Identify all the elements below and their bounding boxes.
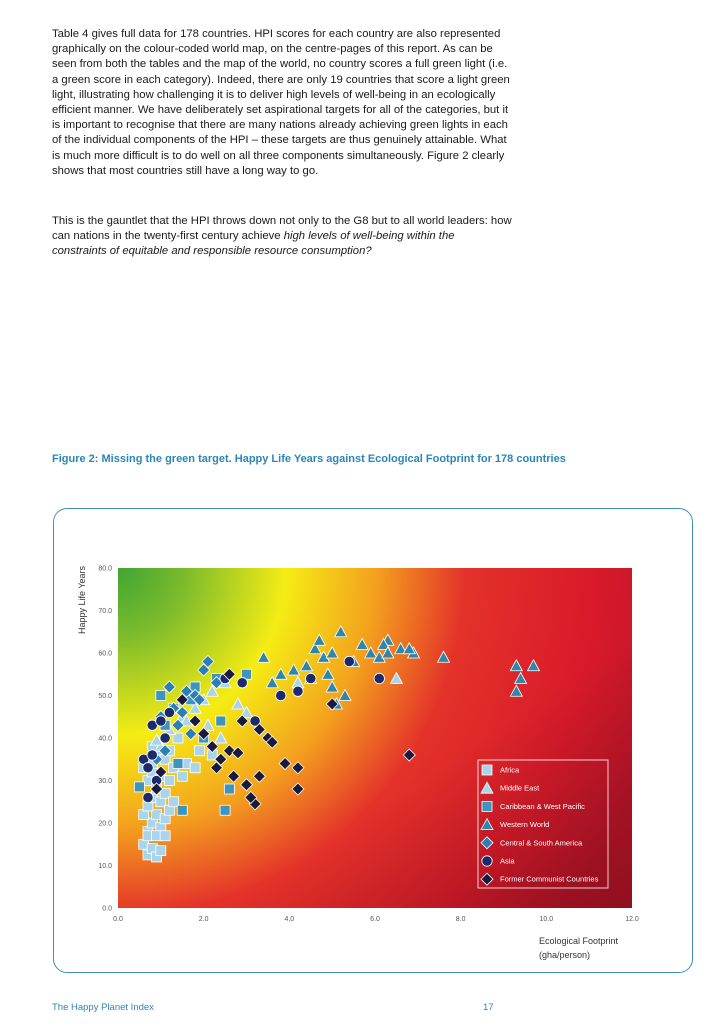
x-tick-label: 2.0	[198, 916, 209, 923]
x-tick-label: 12.0	[625, 916, 639, 923]
point-caribbean-west-pacific	[224, 784, 234, 794]
point-asia	[143, 792, 153, 802]
point-caribbean-west-pacific	[173, 759, 183, 769]
body-paragraph-2-plain: This is the gauntlet that the HPI throws down not only to the G8 but to all world leaders: how can nations in the twenty-first century achieve	[52, 215, 512, 243]
point-asia	[164, 707, 174, 717]
point-africa	[160, 831, 170, 841]
y-tick-label: 60.0	[98, 650, 112, 658]
point-caribbean-west-pacific	[220, 805, 230, 815]
y-tick-label: 10.0	[98, 863, 112, 870]
legend-label-former-communist-countries: Former Communist Countries	[500, 874, 599, 884]
point-asia	[143, 763, 153, 773]
x-axis-label-line2: (gha/person)	[539, 950, 591, 960]
y-tick-label: 50.0	[98, 693, 112, 700]
legend-marker-asia	[482, 856, 492, 866]
x-tick-label: 8.0	[455, 916, 466, 923]
point-africa	[164, 776, 174, 786]
y-tick-label: 0.0	[102, 905, 112, 913]
point-africa	[194, 746, 204, 756]
legend-label-africa: Africa	[500, 765, 520, 775]
point-africa	[156, 846, 166, 856]
body-paragraph-1-text: Table 4 gives full data for 178 countries. HPI scores for each country are also represented graphically on the colour-coded world map, on the centre-pages of this report. As can be seen from both the tables and the map of the world, no country scores a full green light (i.e. a green score in each category). Indeed, there are only 19 countries that score a light green light, illustrating how challenging it is to deliver high levels of well-being in an ecologically efficient manner. We have deliberately set aspirational targets for all of the categories, but it is important to recognise that there are many nations already achieving green lights in each of the individual components of the HPI – these targets are thus genuinely attainable. What is much more difficult is to do well on all three components simultaneously. Figure 2 clearly shows that most countries still have a long way to go.	[52, 28, 510, 177]
point-asia	[344, 656, 354, 666]
x-tick-label: 4.0	[284, 916, 295, 923]
x-tick-label: 6.0	[370, 916, 380, 923]
legend-label-central-south-america: Central & South America	[500, 838, 583, 848]
point-asia	[147, 750, 157, 760]
legend-label-asia: Asia	[500, 856, 515, 866]
point-caribbean-west-pacific	[134, 782, 144, 792]
point-asia	[293, 686, 303, 696]
legend-label-caribbean-west-pacific: Caribbean & West Pacific	[500, 801, 585, 811]
point-asia	[374, 673, 384, 683]
point-asia	[276, 690, 286, 700]
y-tick-label: 80.0	[98, 565, 112, 573]
point-caribbean-west-pacific	[177, 805, 187, 815]
legend-marker-africa	[482, 765, 492, 775]
x-axis-label-line1: Ecological Footprint	[539, 936, 619, 946]
point-africa	[177, 771, 187, 781]
legend-marker-caribbean-west-pacific	[482, 801, 492, 811]
legend-label-middle-east: Middle East	[500, 783, 540, 793]
point-asia	[160, 733, 170, 743]
page-number: 17	[483, 1002, 494, 1013]
y-tick-label: 40.0	[98, 735, 112, 743]
point-asia	[237, 678, 247, 688]
legend-label-western-world: Western World	[500, 820, 550, 830]
point-caribbean-west-pacific	[216, 716, 226, 726]
footer-publication: The Happy Planet Index	[52, 1002, 154, 1013]
x-tick-label: 0.0	[113, 916, 123, 923]
body-paragraph-2-italic: high levels of well-being within the constraints of equitable and responsible resource consumption?	[52, 230, 455, 258]
point-africa	[190, 763, 200, 773]
point-asia	[306, 673, 316, 683]
y-axis-label: Happy Life Years	[77, 565, 87, 635]
point-asia	[156, 716, 166, 726]
point-caribbean-west-pacific	[156, 691, 166, 701]
plot-shade	[118, 568, 632, 908]
y-tick-label: 20.0	[98, 820, 112, 828]
y-tick-label: 30.0	[98, 778, 112, 785]
x-tick-label: 10.0	[539, 916, 554, 923]
figure-title: Figure 2: Missing the green target. Happy Life Years against Ecological Footprint for 178 countries	[52, 453, 566, 465]
y-tick-label: 70.0	[98, 608, 112, 615]
